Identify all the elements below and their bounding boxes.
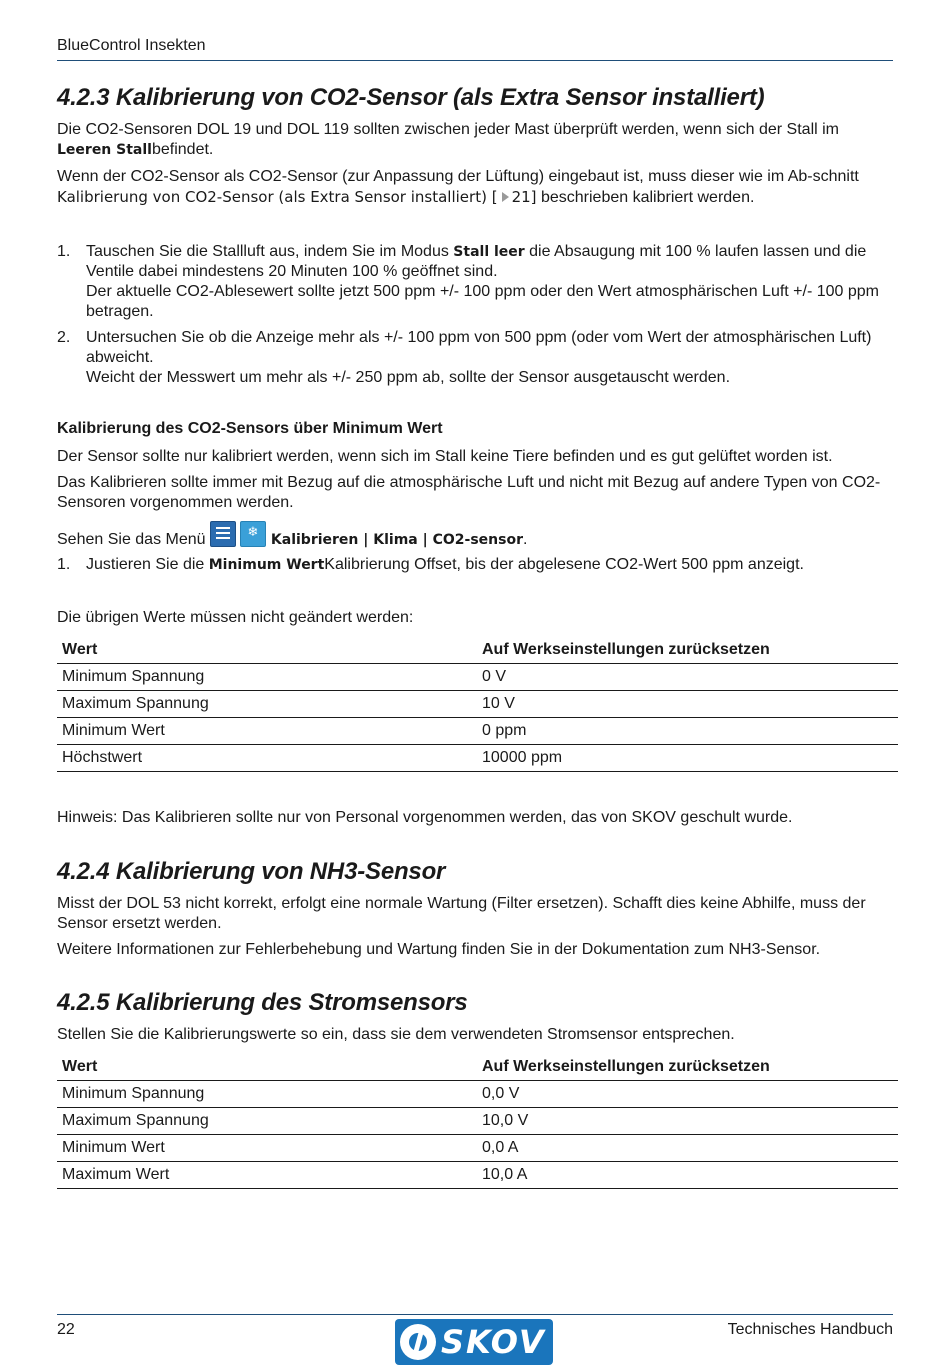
document-page [57, 0, 893, 1369]
table-header-row [57, 636, 898, 664]
procedure-list [57, 242, 893, 388]
paragraph: Die übrigen Werte müssen nicht geändert werden: [57, 609, 414, 626]
table-row: Minimum Wert 0,0 A [57, 1135, 898, 1162]
note-paragraph: Hinweis: Das Kalibrieren sollte nur von Personal vorgenommen werden, das von SKOV geschult wurde. [57, 809, 793, 826]
paragraph: Das Kalibrieren sollte immer mit Bezug auf die atmosphärische Luft und nicht mit Bezug auf andere Typen von CO2-Sensoren vorgenommen werden. [57, 474, 881, 511]
list-item: 2. Untersuchen Sie ob die Anzeige mehr als +/- 100 ppm von 500 ppm (oder vom Wert der atmosphärischen Luft) abweicht. Weicht der Messwert um mehr als +/- 250 ppm ab, sollte der Sensor ausgetauscht werden. [57, 329, 872, 386]
column-header: Wert [57, 636, 477, 664]
logo-text: SKOV [441, 1323, 546, 1361]
table-row: Maximum Spannung 10 V [57, 691, 898, 718]
section-heading-4-2-4: 4.2.4 Kalibrierung von NH3-Sensor [57, 858, 446, 885]
running-header: BlueControl Insekten [57, 37, 206, 54]
page-number: 22 [57, 1321, 75, 1338]
intro-paragraph: Die CO2-Sensoren DOL 19 und DOL 119 sollten zwischen jeder Mast überprüft werden, wenn sich der Stall im Leeren Stallbefindet. [57, 121, 840, 158]
co2-defaults-table [57, 636, 898, 772]
footer-title: Technisches Handbuch [727, 1321, 893, 1338]
table-row: Minimum Spannung 0 V [57, 664, 898, 691]
table-row: Minimum Wert 0 ppm [57, 718, 898, 745]
skov-logo [395, 1319, 553, 1365]
ui-term-stall-leer: Stall leer [453, 244, 525, 260]
calibration-icon: ❄ [240, 521, 266, 547]
paragraph: Stellen Sie die Kalibrierungswerte so ein, dass sie dem verwendeten Stromsensor entsprechen. [57, 1026, 735, 1043]
list-item: 1. Tauschen Sie die Stallluft aus, indem Sie im Modus Stall leer die Absaugung mit 100 % laufen lassen und die Ventile dabei mindestens 20 Minuten 100 % geöffnet sind. Der aktuelle CO2-Ablesewert sollte jetzt 500 ppm +/- 100 ppm oder den Wert atmosphärischen Luft +/- 100 ppm betragen. [57, 243, 879, 320]
table-row: Maximum Spannung 10,0 V [57, 1108, 898, 1135]
footer-rule [57, 1314, 893, 1315]
paragraph: Der Sensor sollte nur kalibriert werden, wenn sich im Stall keine Tiere befinden und es gut gelüftet worden ist. [57, 448, 833, 465]
page-arrow-icon [502, 192, 509, 202]
table-row: Maximum Wert 10,0 A [57, 1162, 898, 1189]
section-heading-4-2-5: 4.2.5 Kalibrierung des Stromsensors [57, 989, 468, 1016]
table-row: Höchstwert 10000 ppm [57, 745, 898, 772]
menu-reference: Sehen Sie das Menü ❄ Kalibrieren | Klima | CO2-sensor. [57, 521, 893, 550]
paragraph: Weitere Informationen zur Fehlerbehebung und Wartung finden Sie in der Dokumentation zum NH3-Sensor. [57, 941, 821, 958]
column-header: Wert [57, 1053, 477, 1081]
table-header-row [57, 1053, 898, 1081]
skov-logo-icon [400, 1324, 436, 1360]
table-row: Minimum Spannung 0,0 V [57, 1081, 898, 1108]
cross-reference-link[interactable]: Kalibrierung von CO2-Sensor (als Extra Sensor installiert) [ 21] [57, 188, 537, 206]
section-heading-4-2-3: 4.2.3 Kalibrierung von CO2-Sensor (als Extra Sensor installiert) [57, 84, 765, 111]
subheading: Kalibrierung des CO2-Sensors über Minimum Wert [57, 420, 443, 437]
ui-term-minimum-wert: Minimum Wert [208, 557, 325, 573]
list-item: 1. Justieren Sie die Minimum WertKalibrierung Offset, bis der abgelesene CO2-Wert 500 ppm anzeigt. [57, 556, 804, 573]
main-menu-icon [210, 521, 236, 547]
paragraph: Misst der DOL 53 nicht korrekt, erfolgt eine normale Wartung (Filter ersetzen). Schafft dies keine Abhilfe, muss der Sensor ersetzt werden. [57, 895, 866, 932]
install-paragraph: Wenn der CO2-Sensor als CO2-Sensor (zur Anpassung der Lüftung) eingebaut ist, muss dieser wie im Ab-schnitt Kalibrierung von CO2-Sensor (als Extra Sensor installiert) [ 21] beschrieben kalibriert werden. [57, 168, 859, 206]
column-header: Auf Werkseinstellungen zurücksetzen [477, 636, 898, 664]
header-rule [57, 60, 893, 61]
current-sensor-table [57, 1053, 898, 1189]
procedure-list [57, 555, 893, 575]
ui-term-leeren-stall: Leeren Stall [57, 142, 152, 158]
menu-path: Kalibrieren | Klima | CO2-sensor [270, 532, 523, 548]
column-header: Auf Werkseinstellungen zurücksetzen [477, 1053, 898, 1081]
